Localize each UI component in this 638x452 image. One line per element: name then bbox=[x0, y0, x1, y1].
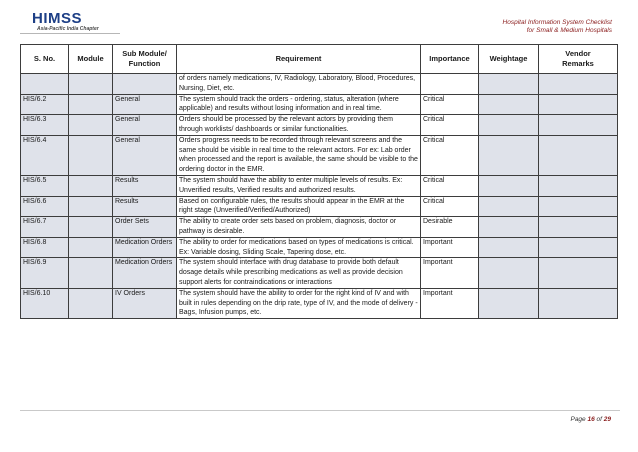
cell-remarks bbox=[539, 175, 618, 196]
table-row bbox=[21, 196, 618, 217]
cell-requirement: The system should have the ability to enter multiple levels of results. Ex: Unverified results, Verified results and authorized results. bbox=[177, 175, 421, 196]
table-row bbox=[21, 135, 618, 175]
page-total: 29 bbox=[603, 416, 611, 423]
cell-remarks bbox=[539, 74, 618, 95]
cell-module bbox=[69, 237, 113, 258]
cell-remarks bbox=[539, 94, 618, 115]
cell-weightage bbox=[479, 135, 539, 175]
cell-sno: HIS/6.8 bbox=[21, 237, 69, 258]
cell-requirement: The system should track the orders - ordering, status, alteration (where applicable) and results without losing information and in real time. bbox=[177, 94, 421, 115]
cell-submodule: General bbox=[113, 94, 177, 115]
cell-weightage bbox=[479, 74, 539, 95]
cell-importance: Critical bbox=[421, 135, 479, 175]
footer-divider bbox=[20, 410, 620, 411]
cell-weightage bbox=[479, 237, 539, 258]
cell-weightage bbox=[479, 258, 539, 288]
requirements-table bbox=[20, 44, 618, 319]
cell-submodule: Results bbox=[113, 196, 177, 217]
cell-module bbox=[69, 258, 113, 288]
logo-main-text: HIMSS bbox=[32, 10, 83, 27]
page-header bbox=[0, 0, 638, 40]
cell-weightage bbox=[479, 217, 539, 238]
cell-importance: Important bbox=[421, 258, 479, 288]
cell-requirement: The ability to order for medications based on types of medications is critical. Ex: Variable dosing, Sliding Scale, Tapering dose, etc. bbox=[177, 237, 421, 258]
document-title-line2: for Small & Medium Hospitals bbox=[526, 27, 612, 34]
col-header-submodule-line1: Sub Module/ bbox=[122, 49, 167, 59]
table-row bbox=[21, 115, 618, 136]
cell-sno: HIS/6.9 bbox=[21, 258, 69, 288]
cell-submodule: Order Sets bbox=[113, 217, 177, 238]
cell-requirement: The system should interface with drug database to provide both default dosage details while prescribing medications as well as provide decision support alerts for contraindications or interactions bbox=[177, 258, 421, 288]
cell-importance: Important bbox=[421, 237, 479, 258]
cell-submodule: Results bbox=[113, 175, 177, 196]
cell-module bbox=[69, 196, 113, 217]
cell-sno: HIS/6.6 bbox=[21, 196, 69, 217]
cell-submodule: Medication Orders bbox=[113, 258, 177, 288]
page-of: of bbox=[596, 416, 602, 423]
cell-remarks bbox=[539, 217, 618, 238]
table-header-row bbox=[21, 45, 618, 74]
col-header-remarks-line2: Remarks bbox=[562, 59, 594, 68]
cell-module bbox=[69, 175, 113, 196]
cell-importance: Important bbox=[421, 288, 479, 318]
cell-sno: HIS/6.3 bbox=[21, 115, 69, 136]
table-row bbox=[21, 175, 618, 196]
cell-requirement: Based on configurable rules, the results should appear in the EMR at the right stage (Unverified/Verified/Authorized) bbox=[177, 196, 421, 217]
table-row bbox=[21, 237, 618, 258]
table-row bbox=[21, 288, 618, 318]
col-header-submodule-line2: Function bbox=[128, 59, 161, 68]
cell-module bbox=[69, 217, 113, 238]
cell-remarks bbox=[539, 237, 618, 258]
cell-submodule bbox=[113, 74, 177, 95]
col-header-remarks-line1: Vendor bbox=[565, 49, 591, 59]
cell-importance: Critical bbox=[421, 196, 479, 217]
cell-sno: HIS/6.10 bbox=[21, 288, 69, 318]
page-number bbox=[570, 416, 611, 423]
cell-module bbox=[69, 288, 113, 318]
col-header-requirement: Requirement bbox=[177, 45, 421, 74]
document-title bbox=[503, 19, 612, 35]
page-current: 16 bbox=[587, 416, 595, 423]
page-prefix: Page bbox=[570, 416, 586, 423]
cell-sno: HIS/6.4 bbox=[21, 135, 69, 175]
cell-submodule: Medication Orders bbox=[113, 237, 177, 258]
col-header-submodule bbox=[113, 45, 177, 74]
table-row bbox=[21, 258, 618, 288]
cell-requirement: Orders progress needs to be recorded through relevant screens and the same should be visible in real time to the relevant actors. For ex: Lab order when processed and the report is available, the same should be visible to the ordering doctor in the EMR. bbox=[177, 135, 421, 175]
cell-remarks bbox=[539, 115, 618, 136]
cell-sno: HIS/6.7 bbox=[21, 217, 69, 238]
col-header-remarks bbox=[539, 45, 618, 74]
col-header-weightage: Weightage bbox=[479, 45, 539, 74]
table-row bbox=[21, 74, 618, 95]
cell-sno bbox=[21, 74, 69, 95]
cell-submodule: General bbox=[113, 115, 177, 136]
cell-weightage bbox=[479, 175, 539, 196]
cell-remarks bbox=[539, 258, 618, 288]
cell-requirement: of orders namely medications, IV, Radiology, Laboratory, Blood, Procedures, Nursing, Diet, etc. bbox=[177, 74, 421, 95]
logo-sub-text: Asia-Pacific India Chapter bbox=[37, 26, 99, 32]
cell-weightage bbox=[479, 94, 539, 115]
cell-weightage bbox=[479, 288, 539, 318]
cell-requirement: The system should have the ability to order for the right kind of IV and with built in rules depending on the drip rate, type of IV, and the mode of delivery - Bags, Infusion pumps, etc. bbox=[177, 288, 421, 318]
cell-module bbox=[69, 115, 113, 136]
cell-remarks bbox=[539, 135, 618, 175]
cell-weightage bbox=[479, 115, 539, 136]
cell-sno: HIS/6.2 bbox=[21, 94, 69, 115]
cell-requirement: Orders should be processed by the relevant actors by providing them through worklists/ dashboards or similar functionalities. bbox=[177, 115, 421, 136]
cell-importance: Critical bbox=[421, 115, 479, 136]
cell-sno: HIS/6.5 bbox=[21, 175, 69, 196]
cell-importance: Critical bbox=[421, 175, 479, 196]
table-row bbox=[21, 94, 618, 115]
cell-weightage bbox=[479, 196, 539, 217]
cell-submodule: IV Orders bbox=[113, 288, 177, 318]
cell-module bbox=[69, 135, 113, 175]
cell-importance: Critical bbox=[421, 94, 479, 115]
cell-remarks bbox=[539, 288, 618, 318]
cell-module bbox=[69, 74, 113, 95]
cell-remarks bbox=[539, 196, 618, 217]
header-divider bbox=[20, 33, 120, 34]
col-header-sno: S. No. bbox=[21, 45, 69, 74]
cell-importance: Desirable bbox=[421, 217, 479, 238]
cell-importance bbox=[421, 74, 479, 95]
cell-requirement: The ability to create order sets based on problem, diagnosis, doctor or pathway is desirable. bbox=[177, 217, 421, 238]
cell-module bbox=[69, 94, 113, 115]
document-title-line1: Hospital Information System Checklist bbox=[502, 19, 612, 26]
cell-submodule: General bbox=[113, 135, 177, 175]
col-header-module: Module bbox=[69, 45, 113, 74]
col-header-importance: Importance bbox=[421, 45, 479, 74]
table-row bbox=[21, 217, 618, 238]
